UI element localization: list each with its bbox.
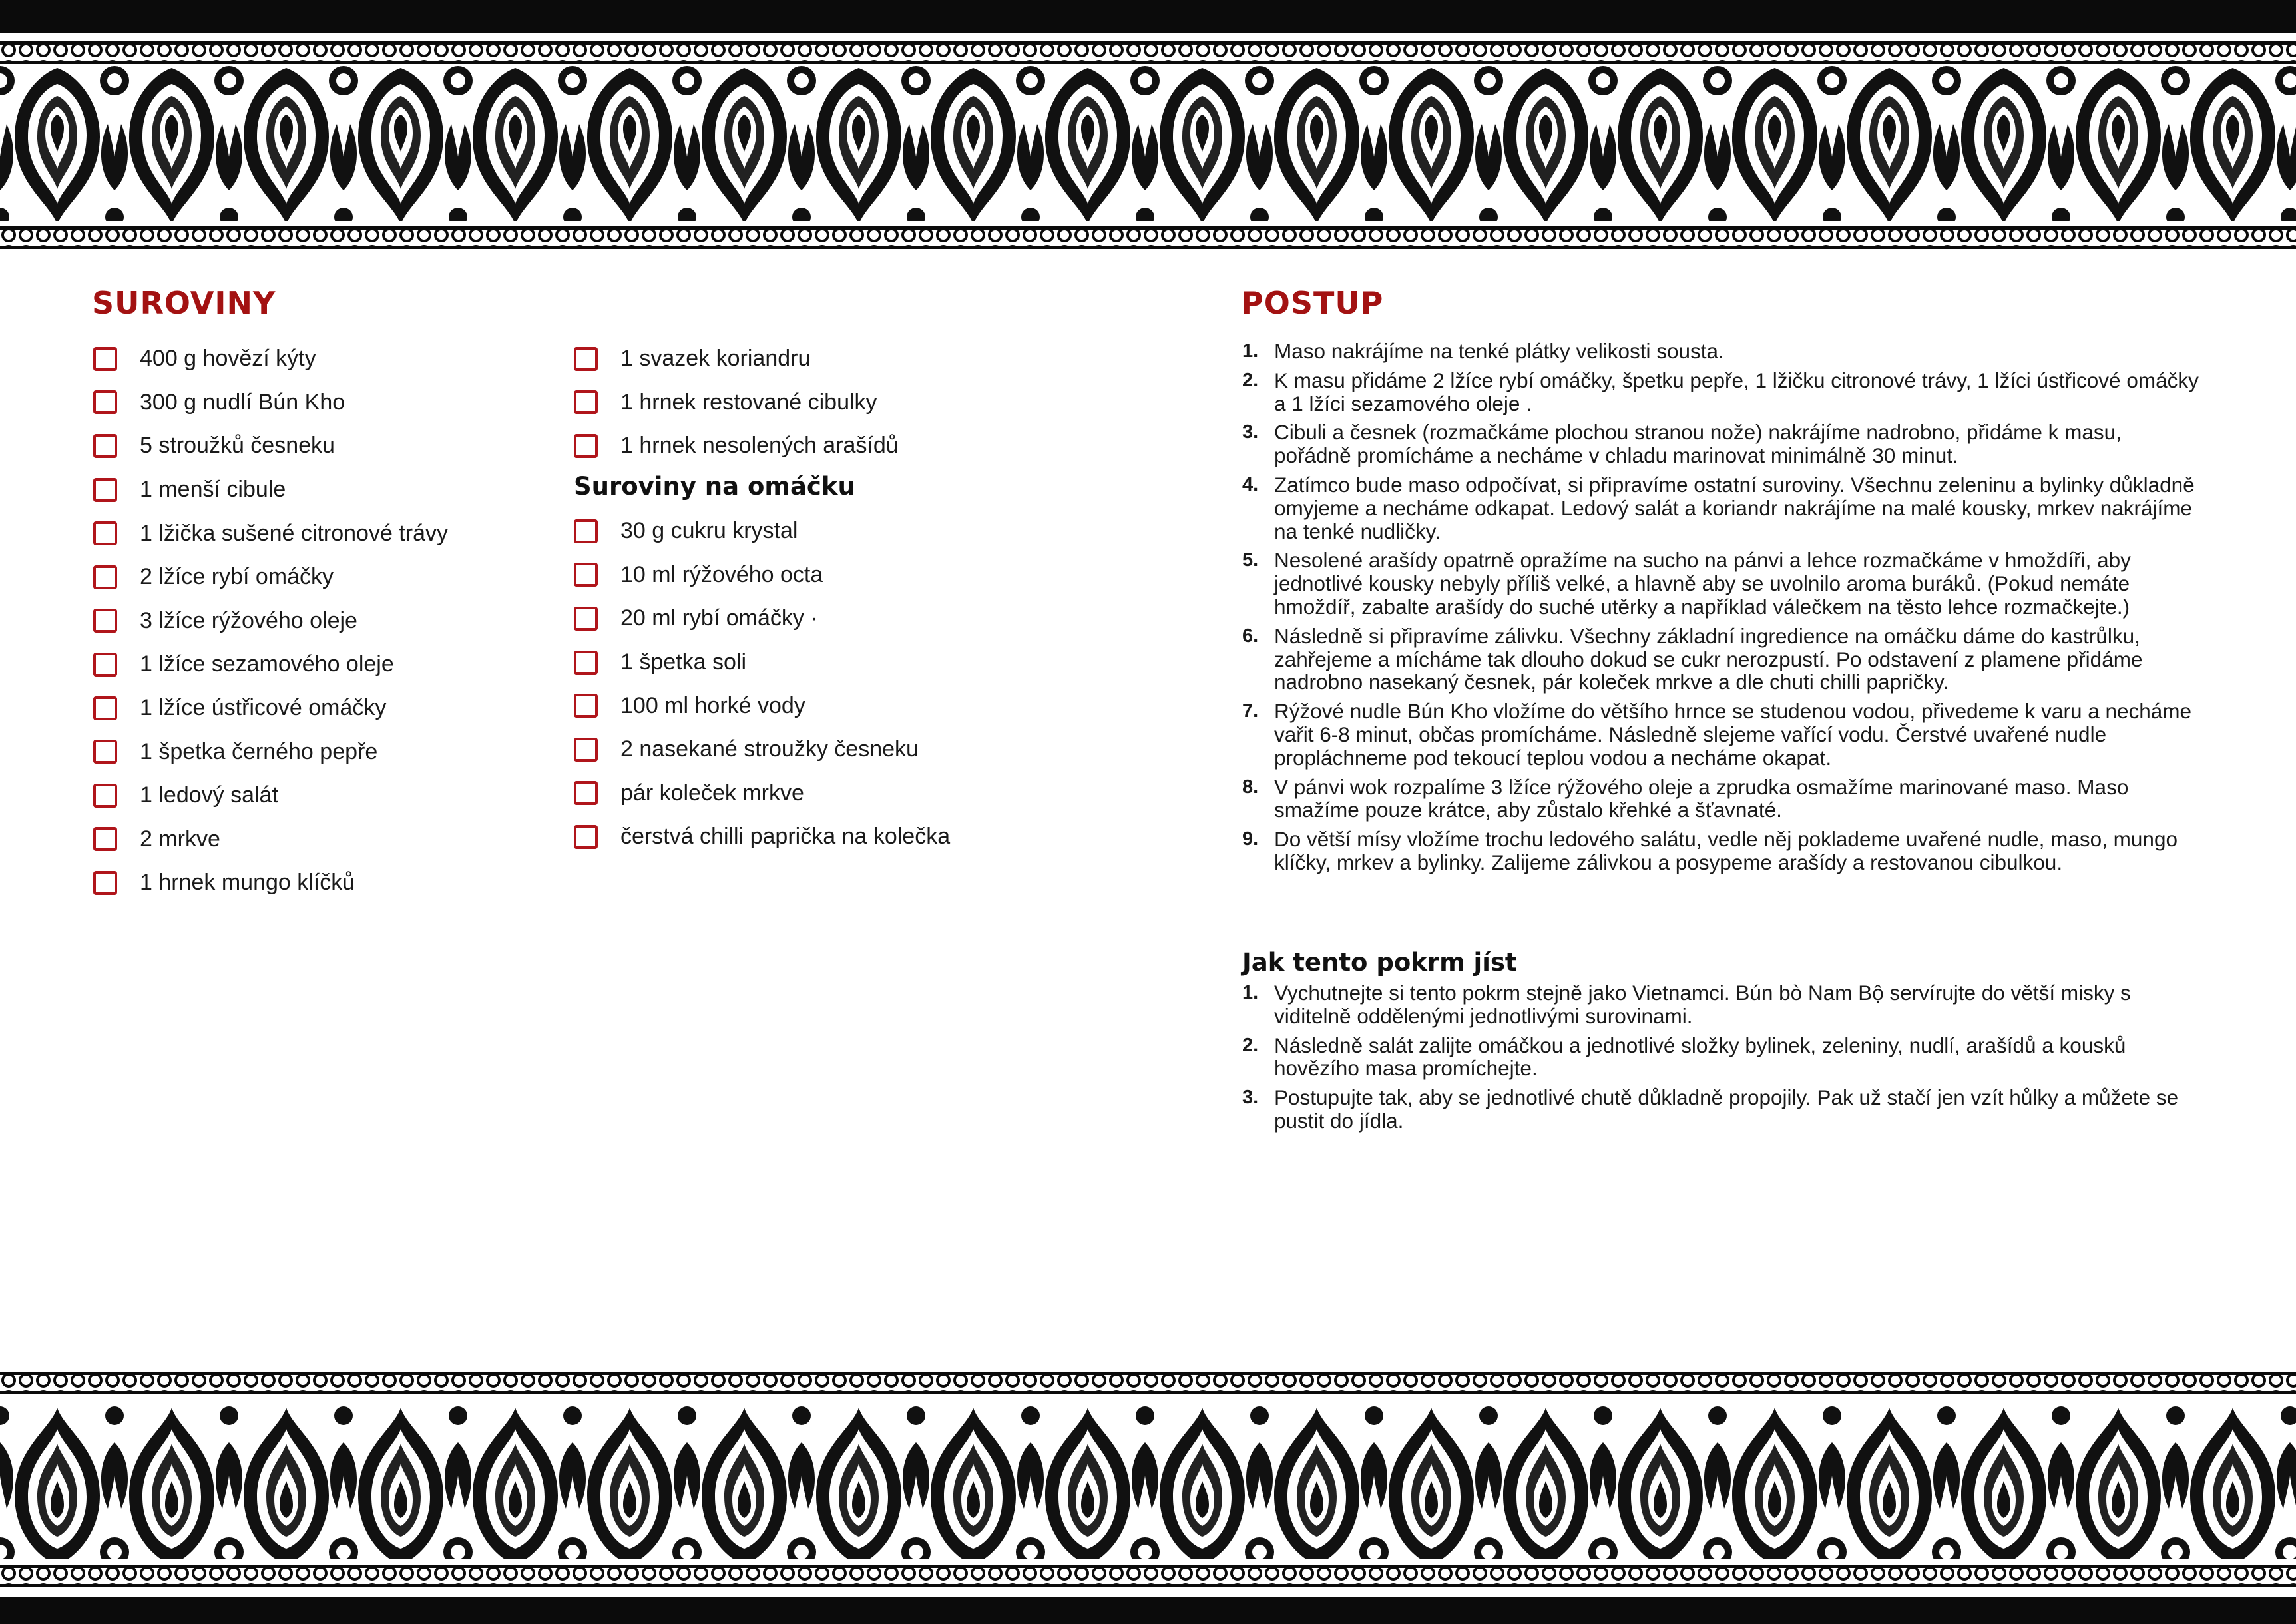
ingredient-item[interactable]: [574, 815, 950, 859]
checkbox[interactable]: [574, 825, 598, 849]
checkbox[interactable]: [574, 738, 598, 762]
step-text: V pánvi wok rozpalíme 3 lžíce rýžového oleje a zprudka osmažíme marinované maso. Maso smažíme pouze krátce, aby zůstalo křehké a šťavnaté.: [1274, 774, 2129, 822]
ingredient-label: 1 hrnek restované cibulky: [620, 389, 877, 415]
ingredient-item[interactable]: [574, 597, 950, 641]
ingredient-label: 3 lžíce rýžového oleje: [140, 607, 357, 633]
checkbox[interactable]: [574, 390, 598, 414]
ingredient-item[interactable]: [574, 728, 950, 772]
checkbox[interactable]: [93, 740, 117, 764]
ingredient-label: čerstvá chilli paprička na kolečka: [620, 824, 951, 850]
step-number: 5.: [1242, 549, 1259, 571]
ingredient-label: 1 svazek koriandru: [620, 346, 811, 372]
checkbox[interactable]: [93, 434, 117, 458]
ingredient-item[interactable]: [574, 772, 950, 816]
ingredient-item[interactable]: [574, 641, 950, 684]
checkbox[interactable]: [93, 565, 117, 589]
ingredient-label: 1 hrnek mungo klíčků: [140, 870, 355, 896]
ingredient-item[interactable]: [93, 686, 448, 730]
step-text: Následně salát zalijte omáčkou a jednotlivé složky bylinek, zeleniny, nudlí, arašídů a kousků hovězího masa promíchejte.: [1274, 1033, 2126, 1081]
ingredient-item[interactable]: [93, 599, 448, 643]
step-text: Následně si připravíme zálivku. Všechny základní ingredience na omáčku dáme do kastrůlku, zahřejeme a mícháme tak dlouho dokud se cukr nerozpustí. Po odstavení z plamene přidáme nadrobno nasekaný česnek, pár koleček mrkve a dle chuti chilli papričky.: [1274, 623, 2143, 694]
ingredient-item[interactable]: [93, 381, 448, 425]
bottom-decorative-border: [0, 1365, 2296, 1624]
checkbox[interactable]: [93, 827, 117, 851]
ingredient-item[interactable]: [574, 509, 950, 553]
ingredient-label: 10 ml rýžového octa: [620, 561, 823, 587]
checkbox[interactable]: [93, 521, 117, 545]
step-item: [1242, 1034, 2204, 1081]
step-text: Do větší mísy vložíme trochu ledového salátu, vedle něj poklademe uvařené nudle, maso, mungo klíčky, mrkev a bylinky. Zalijeme zálivkou a posypeme arašídy a restovanou cibulkou.: [1274, 827, 2178, 874]
step-number: 4.: [1242, 473, 1259, 495]
step-number: 1.: [1242, 340, 1259, 362]
checkbox[interactable]: [93, 653, 117, 677]
step-item: [1242, 625, 2204, 694]
checkbox[interactable]: [93, 784, 117, 808]
checkbox[interactable]: [93, 609, 117, 633]
ingredients-list-col2: [574, 337, 899, 468]
ingredients-title: SUROVINY: [92, 285, 276, 321]
step-text: Postupujte tak, aby se jednotlivé chutě důkladně propojily. Pak už stačí jen vzít hůlky a můžete se pustit do jídla.: [1274, 1085, 2179, 1133]
step-item: [1242, 549, 2204, 618]
procedure-title: POSTUP: [1241, 285, 1384, 321]
step-number: 3.: [1242, 421, 1259, 443]
checkbox[interactable]: [93, 347, 117, 371]
ingredient-label: 2 nasekané stroužky česneku: [620, 736, 919, 762]
ingredient-label: 1 špetka soli: [620, 649, 746, 675]
step-text: K masu přidáme 2 lžíce rybí omáčky, špetku pepře, 1 lžičku citronové trávy, 1 lžíci ústřicové omáčky a 1 lžíci sezamového oleje .: [1274, 368, 2199, 415]
ingredient-label: 1 hrnek nesolených arašídů: [620, 433, 899, 459]
ingredient-label: 300 g nudlí Bún Kho: [140, 389, 345, 415]
step-text: Zatímco bude maso odpočívat, si připravíme ostatní suroviny. Všechnu zeleninu a bylinky důkladně omyjeme a necháme odkapat. Ledový salát a koriandr nakrájíme na malé kousky, mrkev nakrájíme na tenké nudličky.: [1274, 472, 2195, 543]
step-text: Nesolené arašídy opatrně opražíme na sucho na pánvi a lehce rozmačkáme v hmoždíři, aby jednotlivé kousky nebyly příliš velké, a hlavně aby se uvolnilo aroma buráků. (Pokud nemáte hmoždíř, zabalte arašídy do suché utěrky a například válečkem na těsto lehce rozmačkejte.): [1274, 548, 2131, 619]
ingredient-item[interactable]: [93, 861, 448, 905]
checkbox[interactable]: [574, 694, 598, 718]
ingredient-label: 1 špetka černého pepře: [140, 738, 378, 764]
how-to-eat-title: Jak tento pokrm jíst: [1242, 948, 1517, 977]
bottom-bead-row-upper: [0, 1372, 2296, 1394]
ingredient-item[interactable]: [574, 337, 899, 381]
checkbox[interactable]: [93, 390, 117, 414]
procedure-steps: [1242, 340, 2204, 880]
checkbox[interactable]: [574, 651, 598, 675]
bottom-thai-pattern: [0, 1402, 2296, 1559]
ingredient-item[interactable]: [574, 381, 899, 425]
ingredient-label: 1 lžíce sezamového oleje: [140, 651, 394, 677]
step-item: [1242, 828, 2204, 874]
ingredient-item[interactable]: [93, 511, 448, 555]
step-number: 6.: [1242, 625, 1259, 647]
sauce-ingredients-title: Suroviny na omáčku: [574, 472, 855, 501]
step-item: [1242, 981, 2204, 1028]
step-number: 1.: [1242, 982, 1259, 1003]
step-number: 7.: [1242, 700, 1259, 722]
ingredient-item[interactable]: [93, 468, 448, 512]
ingredient-label: 2 mrkve: [140, 826, 220, 852]
ingredient-item[interactable]: [93, 730, 448, 774]
step-item: [1242, 473, 2204, 543]
step-number: 8.: [1242, 776, 1259, 798]
ingredient-item[interactable]: [93, 424, 448, 468]
ingredient-label: 400 g hovězí kýty: [140, 346, 316, 372]
ingredient-label: 30 g cukru krystal: [620, 518, 798, 544]
ingredient-label: pár koleček mrkve: [620, 780, 804, 806]
top-bead-row-lower: [0, 226, 2296, 249]
ingredient-label: 1 lžička sušené citronové trávy: [140, 520, 448, 546]
how-to-eat-steps: [1242, 981, 2204, 1139]
step-text: Cibuli a česnek (rozmačkáme plochou stranou nože) nakrájíme nadrobno, přidáme k masu, pořádně promícháme a necháme v chladu marinovat minimálně 30 minut.: [1274, 420, 2122, 468]
step-number: 3.: [1242, 1087, 1259, 1109]
step-number: 2.: [1242, 1034, 1259, 1056]
step-text: Rýžové nudle Bún Kho vložíme do většího hrnce se studenou vodou, přivedeme k varu a necháme vařit 6-8 minut, občas promícháme. Následně slejeme vařící vodu. Čerstvé uvařené nudle propláchneme pod tekoucí teplou vodou a necháme okapat.: [1274, 699, 2192, 770]
bottom-bead-row: [0, 1565, 2296, 1587]
step-number: 9.: [1242, 828, 1259, 850]
ingredients-list-col1: [93, 337, 448, 905]
step-text: Maso nakrájíme na tenké plátky velikosti sousta.: [1274, 339, 1724, 363]
ingredient-label: 1 lžíce ústřicové omáčky: [140, 695, 387, 721]
ingredient-item[interactable]: [93, 774, 448, 818]
top-thai-pattern: [0, 64, 2296, 221]
checkbox[interactable]: [574, 607, 598, 631]
top-black-bar: [0, 0, 2296, 33]
step-item: [1242, 776, 2204, 822]
checkbox[interactable]: [93, 871, 117, 895]
ingredient-label: 1 menší cibule: [140, 477, 286, 503]
step-item: [1242, 340, 2204, 363]
top-decorative-border: [0, 0, 2296, 256]
step-item: [1242, 700, 2204, 769]
ingredient-item[interactable]: [574, 553, 950, 597]
step-text: Vychutnejte si tento pokrm stejně jako Vietnamci. Bún bò Nam Bộ servírujte do větší misky s viditelně oddělenými jednotlivými surovinami.: [1274, 981, 2131, 1028]
checkbox[interactable]: [93, 478, 117, 502]
step-item: [1242, 1086, 2204, 1133]
ingredient-label: 20 ml rybí omáčky ·: [620, 605, 818, 631]
ingredient-item[interactable]: [93, 643, 448, 686]
checkbox[interactable]: [574, 519, 598, 543]
bottom-black-bar: [0, 1597, 2296, 1624]
ingredient-item[interactable]: [93, 337, 448, 381]
step-item: [1242, 421, 2204, 467]
step-item: [1242, 369, 2204, 415]
checkbox[interactable]: [574, 347, 598, 371]
ingredient-item[interactable]: [93, 818, 448, 862]
checkbox[interactable]: [93, 696, 117, 720]
ingredient-label: 1 ledový salát: [140, 782, 278, 808]
ingredient-item[interactable]: [93, 555, 448, 599]
ingredient-item[interactable]: [574, 424, 899, 468]
step-number: 2.: [1242, 369, 1259, 391]
ingredient-label: 100 ml horké vody: [620, 692, 805, 718]
ingredient-label: 2 lžíce rybí omáčky: [140, 564, 334, 590]
top-bead-row: [0, 41, 2296, 64]
checkbox[interactable]: [574, 434, 598, 458]
ingredient-label: 5 stroužků česneku: [140, 433, 335, 459]
checkbox[interactable]: [574, 781, 598, 805]
sauce-ingredients-list: [574, 509, 950, 859]
checkbox[interactable]: [574, 563, 598, 587]
ingredient-item[interactable]: [574, 684, 950, 728]
